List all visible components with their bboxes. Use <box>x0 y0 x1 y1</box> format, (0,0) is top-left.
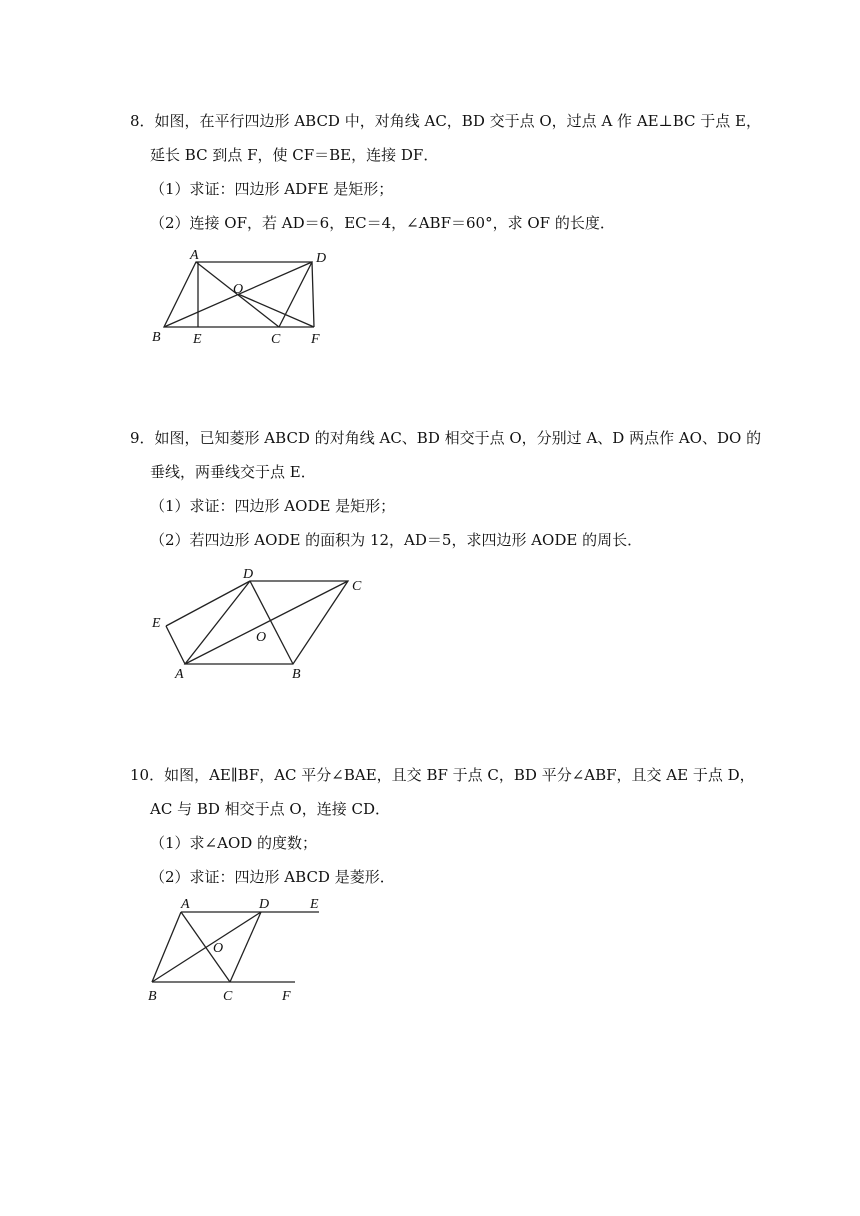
problem-10-line-2: AC 与 BD 相交于点 O，连接 CD． <box>150 800 391 818</box>
label-c: C <box>352 579 362 594</box>
problem-10-part-1: （1）求∠AOD 的度数； <box>150 834 318 852</box>
problem-9-part-2: （2）若四边形 AODE 的面积为 12，AD＝5，求四边形 AODE 的周长． <box>150 531 643 549</box>
label-b: B <box>152 330 161 345</box>
problem-8-part-1: （1）求证：四边形 ADFE 是矩形； <box>150 180 394 198</box>
diagonal-bd <box>152 912 261 982</box>
label-o: O <box>213 941 224 956</box>
label-a: A <box>190 248 199 263</box>
label-a: A <box>181 897 190 912</box>
problem-8-part-2: （2）连接 OF，若 AD＝6，EC＝4，∠ABF＝60°，求 OF 的长度． <box>150 214 615 232</box>
label-f: F <box>311 332 320 347</box>
problem-9-line-2: 垂线，两垂线交于点 E． <box>150 463 316 481</box>
problem-9-line-1: 9．如图，已知菱形 ABCD 的对角线 AC、BD 相交于点 O，分别过 A、D 两点作 AO、DO 的 <box>130 429 762 447</box>
label-e: E <box>193 332 202 347</box>
label-e: E <box>310 897 319 912</box>
label-o: O <box>233 282 244 297</box>
label-c: C <box>271 332 281 347</box>
label-o: O <box>256 630 267 645</box>
problem-9-part-1: （1）求证：四边形 AODE 是矩形； <box>150 497 396 515</box>
label-b: B <box>148 989 157 1004</box>
problem-10-line-1: 10．如图，AE∥BF，AC 平分∠BAE，且交 BF 于点 C，BD 平分∠ABF，且交 AE 于点 D， <box>130 766 755 784</box>
label-b: B <box>292 667 301 682</box>
problem-8-line-2: 延长 BC 到点 F，使 CF＝BE，连接 DF． <box>150 146 439 164</box>
label-d: D <box>259 897 270 912</box>
label-d: D <box>243 567 254 582</box>
segment-ab <box>152 912 181 982</box>
label-d: D <box>316 251 327 266</box>
label-e: E <box>152 616 161 631</box>
label-a: A <box>175 667 184 682</box>
label-f: F <box>282 989 291 1004</box>
label-c: C <box>223 989 233 1004</box>
problem-8-line-1: 8．如图，在平行四边形 ABCD 中，对角线 AC，BD 交于点 O，过点 A 作 AE⊥BC 于点 E， <box>130 112 761 130</box>
problem-10-part-2: （2）求证：四边形 ABCD 是菱形． <box>150 868 395 886</box>
